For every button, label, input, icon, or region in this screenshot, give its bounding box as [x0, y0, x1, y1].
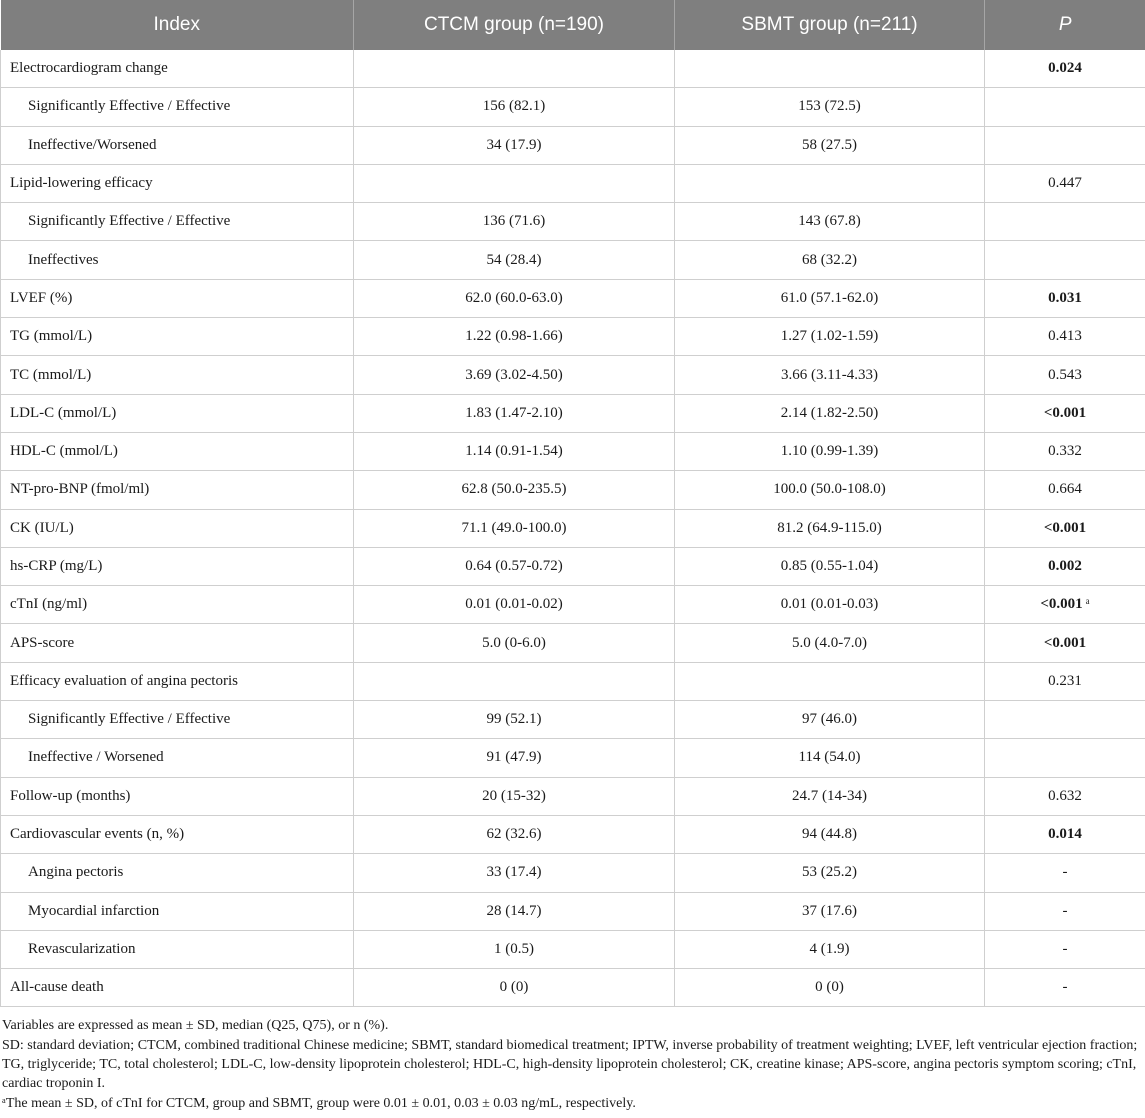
sbmt-value: 153 (72.5) — [675, 88, 985, 126]
table-row — [1, 509, 1145, 547]
p-value: <0.001 — [1040, 596, 1083, 613]
ctcm-value: 34 (17.9) — [354, 126, 675, 164]
p-value-cell — [985, 432, 1145, 470]
p-value-cell — [985, 586, 1145, 624]
row-label: Ineffective/Worsened — [1, 126, 354, 164]
ctcm-value: 156 (82.1) — [354, 88, 675, 126]
table-row — [1, 394, 1145, 432]
row-label: APS-score — [1, 624, 354, 662]
sbmt-value: 94 (44.8) — [675, 815, 985, 853]
p-value: 0.014 — [1048, 826, 1082, 843]
ctcm-value: 5.0 (0-6.0) — [354, 624, 675, 662]
ctcm-value: 28 (14.7) — [354, 892, 675, 930]
row-label: Ineffectives — [1, 241, 354, 279]
row-label: Lipid-lowering efficacy — [1, 164, 354, 202]
p-value-cell — [985, 892, 1145, 930]
row-label: cTnI (ng/ml) — [1, 586, 354, 624]
table-row — [1, 854, 1145, 892]
row-label: LVEF (%) — [1, 279, 354, 317]
p-value-cell — [985, 969, 1145, 1007]
table-row — [1, 586, 1145, 624]
p-value-cell — [985, 318, 1145, 356]
table-row — [1, 662, 1145, 700]
p-value: <0.001 — [1043, 519, 1087, 536]
p-value-cell — [985, 930, 1145, 968]
table-row — [1, 471, 1145, 509]
ctcm-value: 0.01 (0.01-0.02) — [354, 586, 675, 624]
table-header — [1, 0, 1145, 50]
row-label: Angina pectoris — [1, 854, 354, 892]
note-ctni: ᵃThe mean ± SD, of cTnI for CTCM, group and SBMT, group were 0.01 ± 0.01, 0.03 ± 0.03 ng/mL, respectively. — [2, 1096, 636, 1112]
sbmt-value — [675, 662, 985, 700]
ctcm-value: 54 (28.4) — [354, 241, 675, 279]
table-body — [1, 50, 1145, 1007]
table-row — [1, 624, 1145, 662]
row-label: Cardiovascular events (n, %) — [1, 815, 354, 853]
table-row — [1, 547, 1145, 585]
row-label: hs-CRP (mg/L) — [1, 547, 354, 585]
p-value: 0.024 — [1048, 60, 1082, 77]
row-label: All-cause death — [1, 969, 354, 1007]
p-value-cell — [985, 279, 1145, 317]
row-label: CK (IU/L) — [1, 509, 354, 547]
ctcm-value: 62.8 (50.0-235.5) — [354, 471, 675, 509]
ctcm-value: 0.64 (0.57-0.72) — [354, 547, 675, 585]
row-label: Electrocardiogram change — [1, 50, 354, 88]
ctcm-value: 1 (0.5) — [354, 930, 675, 968]
table-row — [1, 815, 1145, 853]
p-value: - — [1062, 902, 1068, 919]
row-label: Significantly Effective / Effective — [1, 701, 354, 739]
sbmt-value: 5.0 (4.0-7.0) — [675, 624, 985, 662]
sbmt-value: 58 (27.5) — [675, 126, 985, 164]
sbmt-value: 97 (46.0) — [675, 701, 985, 739]
p-value-cell — [985, 509, 1145, 547]
p-value-cell — [985, 50, 1145, 88]
p-value-cell — [985, 203, 1145, 241]
header-sbmt: SBMT group (n=211) — [675, 0, 985, 50]
p-value-cell — [985, 777, 1145, 815]
table-row — [1, 777, 1145, 815]
sbmt-value: 68 (32.2) — [675, 241, 985, 279]
ctcm-value: 71.1 (49.0-100.0) — [354, 509, 675, 547]
table-row — [1, 50, 1145, 88]
row-label: NT-pro-BNP (fmol/ml) — [1, 471, 354, 509]
sbmt-value: 100.0 (50.0-108.0) — [675, 471, 985, 509]
table-row — [1, 318, 1145, 356]
table-notes — [0, 1007, 1145, 1113]
table-row — [1, 701, 1145, 739]
p-value-cell — [985, 624, 1145, 662]
ctcm-value: 1.14 (0.91-1.54) — [354, 432, 675, 470]
sbmt-value: 81.2 (64.9-115.0) — [675, 509, 985, 547]
p-value-cell — [985, 471, 1145, 509]
p-value-cell — [985, 662, 1145, 700]
row-label: Follow-up (months) — [1, 777, 354, 815]
ctcm-value — [354, 164, 675, 202]
p-value: 0.002 — [1048, 558, 1082, 574]
table-row — [1, 930, 1145, 968]
ctcm-value: 1.22 (0.98-1.66) — [354, 318, 675, 356]
row-label: HDL-C (mmol/L) — [1, 432, 354, 470]
p-value: 0.664 — [1048, 481, 1082, 498]
ctcm-value: 62 (32.6) — [354, 815, 675, 853]
p-value: - — [1062, 864, 1068, 881]
ctcm-value: 1.83 (1.47-2.10) — [354, 394, 675, 432]
footnote-marker: a — [1085, 596, 1090, 607]
note-abbreviations: SD: standard deviation; CTCM, combined traditional Chinese medicine; SBMT, standard biomedical treatment; IPTW, inverse probability of treatment weighting; LVEF, left ventricular ejection fraction; TG, triglyceride; TC, total cholesterol; LDL-C, low-density lipoprotein cholesterol; HDL-C, high-density lipoprotein cholesterol; CK, creatine kinase; APS-score, angina pectoris symptom scoring; cTnI, cardiac troponin I. — [2, 1038, 1138, 1092]
p-value-cell — [985, 854, 1145, 892]
table-row — [1, 203, 1145, 241]
row-label: Ineffective / Worsened — [1, 739, 354, 777]
p-value: <0.001 — [1043, 634, 1087, 651]
table-row — [1, 892, 1145, 930]
p-value-cell — [985, 126, 1145, 164]
ctcm-value — [354, 662, 675, 700]
sbmt-value: 24.7 (14-34) — [675, 777, 985, 815]
p-value-cell — [985, 701, 1145, 739]
table-row — [1, 88, 1145, 126]
row-label: TC (mmol/L) — [1, 356, 354, 394]
p-value-cell — [985, 88, 1145, 126]
ctcm-value: 99 (52.1) — [354, 701, 675, 739]
header-index: Index — [1, 0, 354, 50]
sbmt-value: 4 (1.9) — [675, 930, 985, 968]
p-value: 0.413 — [1048, 328, 1082, 345]
row-label: Revascularization — [1, 930, 354, 968]
p-value-cell — [985, 815, 1145, 853]
p-value: 0.632 — [1048, 787, 1082, 804]
p-value-cell — [985, 394, 1145, 432]
table-row — [1, 279, 1145, 317]
ctcm-value: 136 (71.6) — [354, 203, 675, 241]
sbmt-value: 1.27 (1.02-1.59) — [675, 318, 985, 356]
ctcm-value: 62.0 (60.0-63.0) — [354, 279, 675, 317]
p-value-cell — [985, 739, 1145, 777]
sbmt-value: 114 (54.0) — [675, 739, 985, 777]
row-label: Significantly Effective / Effective — [1, 203, 354, 241]
p-value-cell — [985, 547, 1145, 585]
row-label: Efficacy evaluation of angina pectoris — [1, 662, 354, 700]
p-value: - — [1062, 979, 1068, 996]
table-row — [1, 356, 1145, 394]
sbmt-value: 3.66 (3.11-4.33) — [675, 356, 985, 394]
p-value: <0.001 — [1043, 404, 1087, 421]
table-row — [1, 739, 1145, 777]
table-row — [1, 164, 1145, 202]
row-label: TG (mmol/L) — [1, 318, 354, 356]
p-value: 0.543 — [1048, 366, 1082, 383]
p-value: - — [1062, 940, 1068, 957]
p-value: 0.231 — [1048, 672, 1082, 689]
header-row — [1, 0, 1145, 50]
p-value: 0.031 — [1048, 289, 1082, 306]
p-value-cell — [985, 356, 1145, 394]
header-p: P — [985, 0, 1145, 50]
row-label: Myocardial infarction — [1, 892, 354, 930]
sbmt-value: 1.10 (0.99-1.39) — [675, 432, 985, 470]
p-value-cell — [985, 241, 1145, 279]
table-row — [1, 241, 1145, 279]
sbmt-value: 0 (0) — [675, 969, 985, 1007]
sbmt-value: 37 (17.6) — [675, 892, 985, 930]
sbmt-value: 61.0 (57.1-62.0) — [675, 279, 985, 317]
ctcm-value: 0 (0) — [354, 969, 675, 1007]
table-row — [1, 969, 1145, 1007]
p-value-cell — [985, 164, 1145, 202]
table-row — [1, 432, 1145, 470]
row-label: Significantly Effective / Effective — [1, 88, 354, 126]
sbmt-value: 2.14 (1.82-2.50) — [675, 394, 985, 432]
sbmt-value: 53 (25.2) — [675, 854, 985, 892]
sbmt-value — [675, 50, 985, 88]
p-value: 0.447 — [1048, 175, 1082, 192]
ctcm-value: 33 (17.4) — [354, 854, 675, 892]
ctcm-value — [354, 50, 675, 88]
header-ctcm: CTCM group (n=190) — [354, 0, 675, 50]
sbmt-value — [675, 164, 985, 202]
ctcm-value: 91 (47.9) — [354, 739, 675, 777]
p-value: 0.332 — [1048, 443, 1082, 460]
sbmt-value: 0.85 (0.55-1.04) — [675, 547, 985, 585]
row-label: LDL-C (mmol/L) — [1, 394, 354, 432]
sbmt-value: 0.01 (0.01-0.03) — [675, 586, 985, 624]
ctcm-value: 3.69 (3.02-4.50) — [354, 356, 675, 394]
table-row — [1, 126, 1145, 164]
ctcm-value: 20 (15-32) — [354, 777, 675, 815]
note-variables: Variables are expressed as mean ± SD, median (Q25, Q75), or n (%). — [2, 1018, 389, 1034]
sbmt-value: 143 (67.8) — [675, 203, 985, 241]
